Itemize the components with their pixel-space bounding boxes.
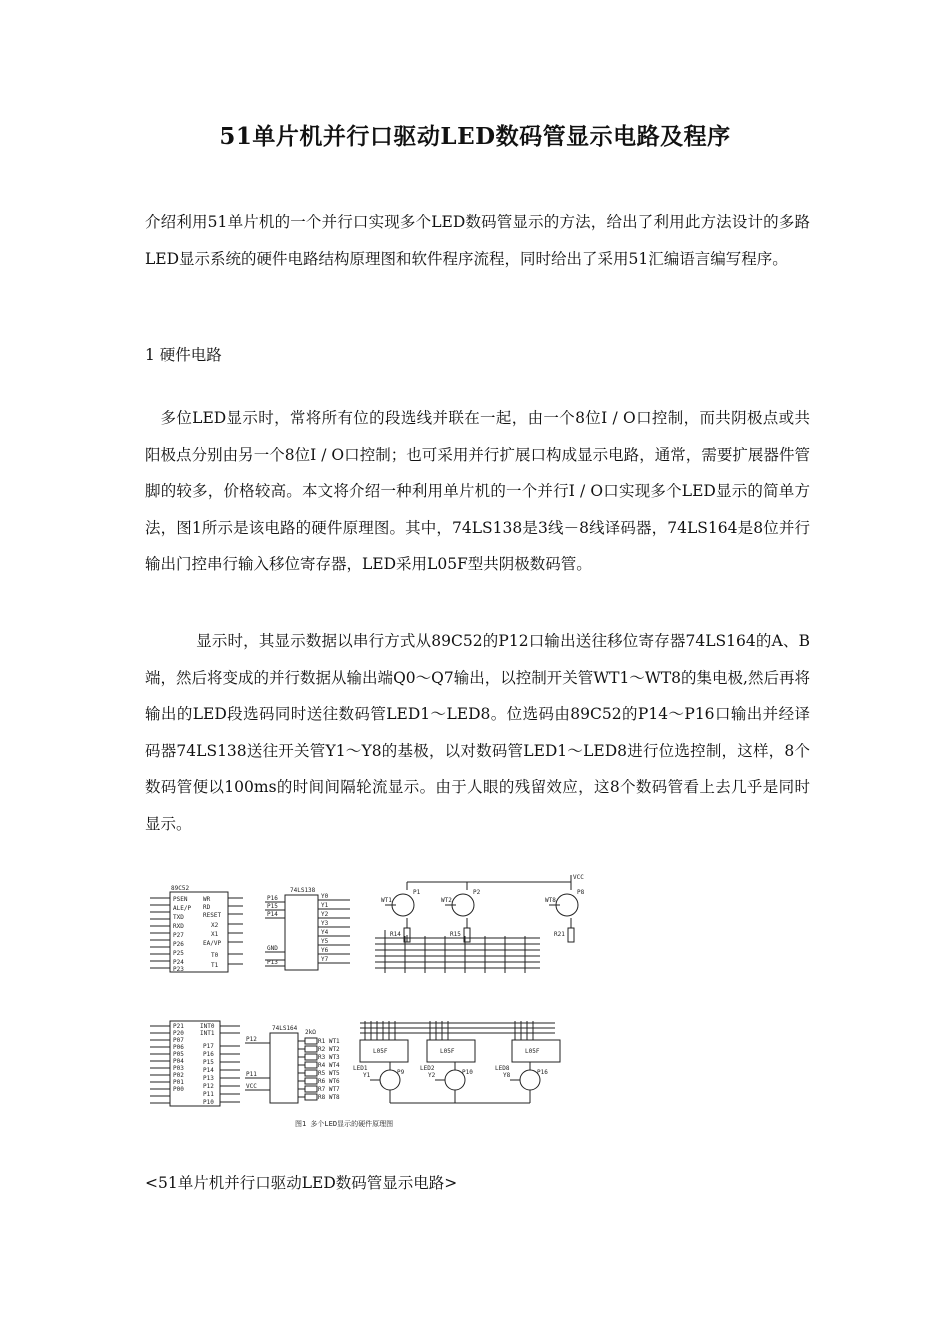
seg-net-8: R8 WT8 [318, 1094, 340, 1101]
r15-label: R15 [450, 931, 461, 938]
led8-label: LED8 [495, 1065, 510, 1072]
mcu-b-p13: P13 [203, 1075, 214, 1082]
seg-net-6: R6 WT6 [318, 1078, 340, 1085]
transistor-wt2: WT2 [441, 897, 452, 904]
seg-net-1: R1 WT1 [318, 1038, 340, 1045]
mcu-chip-label: 89C52 [171, 885, 190, 892]
decoder-y2: Y2 [321, 911, 329, 918]
led1-label: LED1 [353, 1065, 368, 1072]
transistor-wt1: WT1 [381, 897, 392, 904]
led2-label: LED2 [420, 1065, 435, 1072]
mcu-sig-reset: RESET [203, 912, 222, 919]
seg-net-3: R3 WT3 [318, 1054, 340, 1061]
decoder-y5: Y5 [321, 938, 329, 945]
p16-label: P16 [537, 1069, 548, 1076]
mcu-b-int1: INT1 [200, 1030, 215, 1037]
shift-chip-label: 74LS164 [272, 1025, 298, 1032]
mcu-sig-ale: ALE/P [173, 905, 192, 912]
seg-net-5: R5 WT5 [318, 1070, 340, 1077]
shift-in-vcc: VCC [246, 1083, 257, 1090]
shift-in-p11: P11 [246, 1071, 257, 1078]
decoder-gnd: GND [267, 945, 278, 952]
body-paragraph-1: 多位LED显示时，常将所有位的段选线并联在一起，由一个8位I / O口控制，而共阴极点或共阳极点分别由另一个8位I / O口控制；也可采用并行扩展口构成显示电路，通常，需要扩展器件管脚的较多，价格较高。本文将介绍一种利用单片机的一个并行I / O口实现多个LED显示的简单方法，图1所示是该电路的硬件原理图。其中，74LS138是3线－8线译码器，74LS164是8位并行输出门控串行输入移位寄存器，LED采用L05F型共阴极数码管。 [145, 409, 810, 573]
decoder-y7: Y7 [321, 956, 329, 963]
mcu-sig-t0: T0 [211, 952, 219, 959]
mcu-b-p01: P01 [173, 1079, 184, 1086]
figure-link-caption: <51单片机并行口驱动LED数码管显示电路> [145, 1174, 458, 1192]
page-title: 51单片机并行口驱动LED数码管显示电路及程序 [219, 123, 731, 150]
mcu-b-p06: P06 [173, 1044, 184, 1051]
mcu-b-p03: P03 [173, 1065, 184, 1072]
r14-label: R14 [390, 931, 401, 938]
transistor-y1: Y1 [363, 1072, 371, 1079]
circuit-svg-top [145, 870, 610, 975]
mcu-sig-p25: P25 [173, 950, 184, 957]
decoder-in-p16: P16 [267, 895, 278, 902]
mcu-sig-wr: WR [203, 896, 211, 903]
mcu-sig-t1: T1 [211, 962, 219, 969]
mcu-sig-p23: P23 [173, 966, 184, 973]
transistor-y2: Y2 [428, 1072, 436, 1079]
mcu-b-p04: P04 [173, 1058, 184, 1065]
mcu-b-p20: P20 [173, 1030, 184, 1037]
body-paragraph-2: 显示时，其显示数据以串行方式从89C52的P12口输出送往移位寄存器74LS164的A、B端，然后将变成的并行数据从输出端Q0～Q7输出，以控制开关管WT1～WT8的集电极,然后再将输出的LED段选码同时送往数码管LED1～LED8。位选码由89C52的P14～P16口输出并经译码器74LS138送往开关管Y1～Y8的基极，以对数码管LED1～LED8进行位选控制，这样，8个数码管便以100ms的时间间隔轮流显示。由于人眼的残留效应，这8个数码管看上去几乎是同时显示。 [145, 632, 810, 833]
mcu-b-p10: P10 [203, 1099, 214, 1106]
display-1-label: L05F [373, 1048, 388, 1055]
seg-net-4: R4 WT4 [318, 1062, 340, 1069]
p8-label: P8 [577, 889, 585, 896]
mcu-b-p11: P11 [203, 1091, 214, 1098]
mcu-sig-psen: PSEN [173, 896, 188, 903]
section-heading: 1 硬件电路 [145, 346, 222, 364]
mcu-sig-p24: P24 [173, 959, 184, 966]
seg-net-2: R2 WT2 [318, 1046, 340, 1053]
intro-paragraph: 介绍利用51单片机的一个并行口实现多个LED数码管显示的方法，给出了利用此方法设计的多路LED显示系统的硬件电路结构原理图和软件程序流程，同时给出了采用51汇编语言编写程序。 [145, 213, 810, 268]
mcu-sig-txd: TXD [173, 914, 184, 921]
vcc-label: VCC [573, 874, 584, 881]
decoder-in-p14: P14 [267, 911, 278, 918]
mcu-sig-rxd: RXD [173, 923, 184, 930]
mcu-sig-ea: EA/VP [203, 940, 222, 947]
decoder-y1: Y1 [321, 902, 329, 909]
p2-label: P2 [473, 889, 481, 896]
resistor-value-label: 2kΩ [305, 1029, 316, 1036]
mcu-sig-p27: P27 [173, 932, 184, 939]
p9-label: P9 [397, 1069, 405, 1076]
decoder-y4: Y4 [321, 929, 329, 936]
mcu-b-p14: P14 [203, 1067, 214, 1074]
mcu-b-p00: P00 [173, 1086, 184, 1093]
figure-caption: 图1 多个LED显示的硬件原理图 [295, 1120, 394, 1128]
mcu-b-p17: P17 [203, 1043, 214, 1050]
mcu-sig-rd: RD [203, 904, 211, 911]
decoder-y0: Y0 [321, 893, 329, 900]
mcu-b-p02: P02 [173, 1072, 184, 1079]
transistor-y8: Y8 [503, 1072, 511, 1079]
mcu-b-p15: P15 [203, 1059, 214, 1066]
mcu-sig-x1: X1 [211, 931, 219, 938]
mcu-b-p16: P16 [203, 1051, 214, 1058]
transistor-wt8: WT8 [545, 897, 556, 904]
mcu-b-p05: P05 [173, 1051, 184, 1058]
decoder-y3: Y3 [321, 920, 329, 927]
display-2-label: L05F [440, 1048, 455, 1055]
decoder-in-p15: P15 [267, 903, 278, 910]
circuit-diagram-top [145, 870, 610, 975]
shift-in-p12: P12 [246, 1036, 257, 1043]
circuit-diagram-bottom [145, 1018, 565, 1138]
mcu-sig-p26: P26 [173, 941, 184, 948]
decoder-chip-label: 74LS138 [290, 887, 316, 894]
mcu-b-p07: P07 [173, 1037, 184, 1044]
mcu-b-p12: P12 [203, 1083, 214, 1090]
p1-label: P1 [413, 889, 421, 896]
r21-label: R21 [554, 931, 565, 938]
mcu-b-p21: P21 [173, 1023, 184, 1030]
p10-label: P10 [462, 1069, 473, 1076]
mcu-b-int0: INT0 [200, 1023, 215, 1030]
decoder-p13: P13 [267, 959, 278, 966]
seg-net-7: R7 WT7 [318, 1086, 340, 1093]
decoder-y6: Y6 [321, 947, 329, 954]
circuit-svg-bottom [145, 1018, 565, 1138]
display-8-label: L05F [525, 1048, 540, 1055]
mcu-sig-x2: X2 [211, 922, 219, 929]
